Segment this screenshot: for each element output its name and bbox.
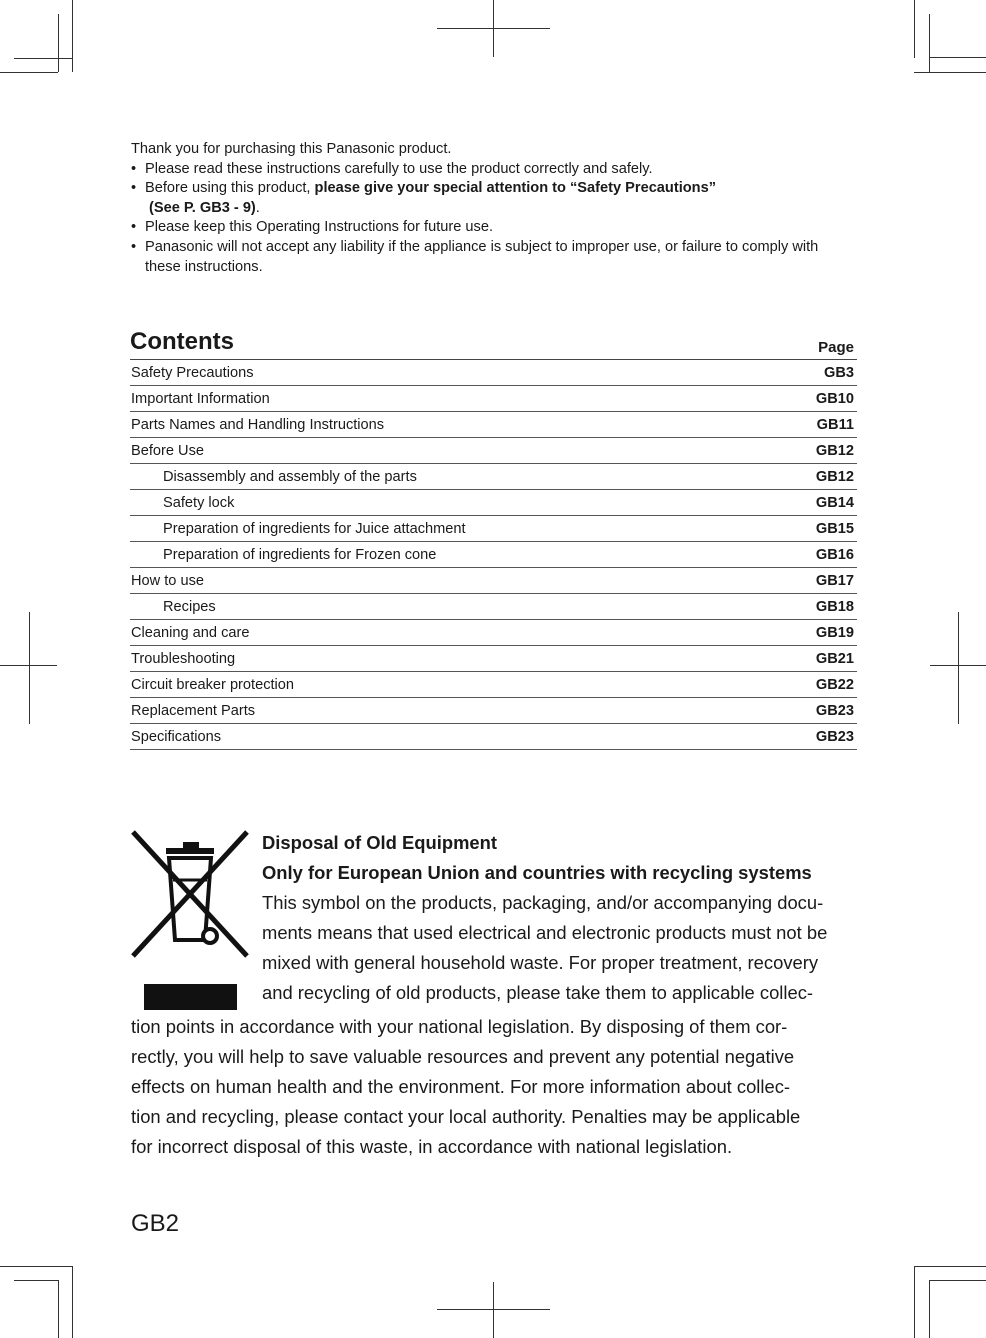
intro-thanks: Thank you for purchasing this Panasonic product.: [131, 141, 452, 157]
disposal-line: This symbol on the products, packaging, and/or accompanying docu-: [262, 892, 824, 913]
solid-bar-symbol: [144, 984, 237, 1010]
contents-header: [130, 326, 857, 360]
disposal-heading: Disposal of Old Equipment: [262, 832, 498, 853]
toc-row[interactable]: Before Use GB12: [130, 438, 857, 464]
contents-title: Contents: [130, 328, 234, 355]
intro-bullet-keep: • Please keep this Operating Instructions for future use.: [131, 219, 494, 236]
toc-row[interactable]: Disassembly and assembly of the parts GB12: [130, 464, 857, 490]
intro-bullet-liability: • Panasonic will not accept any liability if the appliance is subject to improper use, or failure to comply with these instructions.: [131, 238, 819, 275]
toc-row[interactable]: Replacement Parts GB23: [130, 698, 857, 724]
intro-section: [131, 140, 831, 277]
contents-table: [130, 326, 857, 750]
contents-page-label: Page: [818, 339, 854, 356]
toc-row[interactable]: Troubleshooting GB21: [130, 646, 857, 672]
toc-row[interactable]: Specifications GB23: [130, 724, 857, 750]
toc-row[interactable]: Circuit breaker protection GB22: [130, 672, 857, 698]
crossed-out-wheelie-bin-icon: [131, 828, 249, 1012]
toc-row[interactable]: How to use GB17: [130, 568, 857, 594]
intro-bullet-read: • Please read these instructions carefully to use the product correctly and safely.: [131, 160, 653, 177]
toc-row[interactable]: Safety lock GB14: [130, 490, 857, 516]
page-number: GB2: [131, 1210, 180, 1237]
toc-row[interactable]: Recipes GB18: [130, 594, 857, 620]
toc-row[interactable]: Parts Names and Handling Instructions GB11: [130, 412, 857, 438]
disposal-section: [131, 828, 863, 1162]
disposal-line: effects on human health and the environment. For more information about collec-: [131, 1076, 791, 1097]
toc-row[interactable]: Important Information GB10: [130, 386, 857, 412]
intro-bullet-safety: • Before using this product, please give your special attention to “Safety Precautions” (See P. GB3 - 9).: [131, 180, 716, 216]
toc-row[interactable]: Preparation of ingredients for Frozen cone GB16: [130, 542, 857, 568]
disposal-line: and recycling of old products, please take them to applicable collec-: [262, 982, 814, 1003]
toc-row[interactable]: Preparation of ingredients for Juice attachment GB15: [130, 516, 857, 542]
disposal-line: for incorrect disposal of this waste, in accordance with national legislation.: [131, 1136, 733, 1157]
toc-row[interactable]: Safety Precautions GB3: [130, 360, 857, 386]
disposal-subheading: Only for European Union and countries with recycling systems: [262, 862, 812, 883]
disposal-line: tion points in accordance with your national legislation. By disposing of them cor-: [131, 1016, 788, 1037]
disposal-line: rectly, you will help to save valuable resources and prevent any potential negative: [131, 1046, 795, 1067]
disposal-line: tion and recycling, please contact your local authority. Penalties may be applicable: [131, 1106, 801, 1127]
disposal-line: ments means that used electrical and electronic products must not be: [262, 922, 828, 943]
toc-row[interactable]: Cleaning and care GB19: [130, 620, 857, 646]
disposal-line: mixed with general household waste. For proper treatment, recovery: [262, 952, 819, 973]
